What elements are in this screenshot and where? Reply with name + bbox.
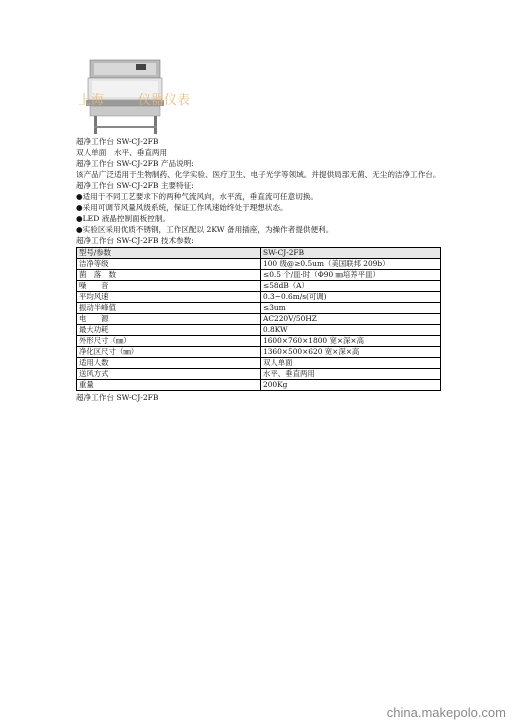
watermark-logo-2: 仪器仪表 bbox=[138, 93, 191, 108]
spec-key: 外形尺寸（㎜） bbox=[77, 336, 261, 347]
spec-key: 净化区尺寸（㎜） bbox=[77, 347, 261, 358]
spec-key: 型号/参数 bbox=[77, 248, 261, 259]
spec-table bbox=[76, 247, 441, 391]
clean-bench-illustration bbox=[78, 56, 196, 136]
spec-value: 双人单面 bbox=[261, 358, 441, 369]
spec-key: 洁净等级 bbox=[77, 259, 261, 270]
spec-value: ≤3um bbox=[261, 303, 441, 314]
spec-value: 1360×500×620 宽×深×高 bbox=[261, 347, 441, 358]
spec-key: 噪 音 bbox=[77, 281, 261, 292]
table-row bbox=[77, 347, 441, 358]
spec-key: 菌 落 数 bbox=[77, 270, 261, 281]
spec-key: 适用人数 bbox=[77, 358, 261, 369]
table-row bbox=[77, 281, 441, 292]
table-row bbox=[77, 270, 441, 281]
features-heading: 超净工作台 SW-CJ-2FB 主要特征: bbox=[76, 181, 194, 190]
spec-value: 0.8KW bbox=[261, 325, 441, 336]
spec-key: 平均风速 bbox=[77, 292, 261, 303]
table-row bbox=[77, 259, 441, 270]
spec-key: 振动半峰值 bbox=[77, 303, 261, 314]
spec-value: 0.3~0.6m/s(可调) bbox=[261, 292, 441, 303]
table-row bbox=[77, 380, 441, 391]
feature-item: ●采用可调节风量风级系统，保证工作风速始终处于理想状态。 bbox=[76, 203, 288, 212]
product-subtitle: 双人单面 水平、垂直两用 bbox=[76, 148, 168, 157]
spec-value: 100 级@≥0.5um（美国联邦 209b） bbox=[261, 259, 441, 270]
spec-value: 水平、垂直两用 bbox=[261, 369, 441, 380]
site-watermark: china.makepolo.com bbox=[386, 705, 506, 720]
table-row bbox=[77, 325, 441, 336]
feature-item: ●适用于不同工艺要求下的两种气流风向，水平流，垂直流可任意切换。 bbox=[76, 192, 319, 201]
table-row bbox=[77, 369, 441, 380]
table-row bbox=[77, 248, 441, 259]
description-heading: 超净工作台 SW-CJ-2FB 产品说明: bbox=[76, 159, 194, 168]
spec-key: 最大功耗 bbox=[77, 325, 261, 336]
spec-value: AC220V/50HZ bbox=[261, 314, 441, 325]
spec-value: ≤58dB（A） bbox=[261, 281, 441, 292]
table-row bbox=[77, 314, 441, 325]
spec-key: 送风方式 bbox=[77, 369, 261, 380]
spec-value: 200Kg bbox=[261, 380, 441, 391]
product-title: 超净工作台 SW-CJ-2FB bbox=[76, 137, 159, 146]
table-row bbox=[77, 292, 441, 303]
spec-value: ≤0.5 个/皿·时（Φ90 ㎜培养平皿） bbox=[261, 270, 441, 281]
spec-value: 1600×760×1800 宽×深×高 bbox=[261, 336, 441, 347]
table-row bbox=[77, 336, 441, 347]
spec-key: 重量 bbox=[77, 380, 261, 391]
description-body: 该产品广泛适用于生物制药、化学实验、医疗卫生、电子光学等领域。并提供局部无菌、无尘的洁净工作台。 bbox=[76, 170, 441, 179]
params-heading: 超净工作台 SW-CJ-2FB 技术参数: bbox=[76, 236, 194, 245]
watermark-logo: 上海 bbox=[78, 93, 105, 108]
table-row bbox=[77, 358, 441, 369]
footer-product-line: 超净工作台 SW-CJ-2FB bbox=[76, 393, 159, 402]
spec-key: 电 源 bbox=[77, 314, 261, 325]
document-body bbox=[76, 136, 446, 403]
feature-item: ●LED 液晶控制面板控制。 bbox=[76, 214, 171, 223]
spec-value: SW-CJ-2FB bbox=[261, 248, 441, 259]
table-row bbox=[77, 303, 441, 314]
feature-item: ●实验区采用优质不锈钢，工作区配以 2KW 备用插座，为操作者提供便利。 bbox=[76, 225, 334, 234]
product-photo bbox=[78, 56, 196, 136]
